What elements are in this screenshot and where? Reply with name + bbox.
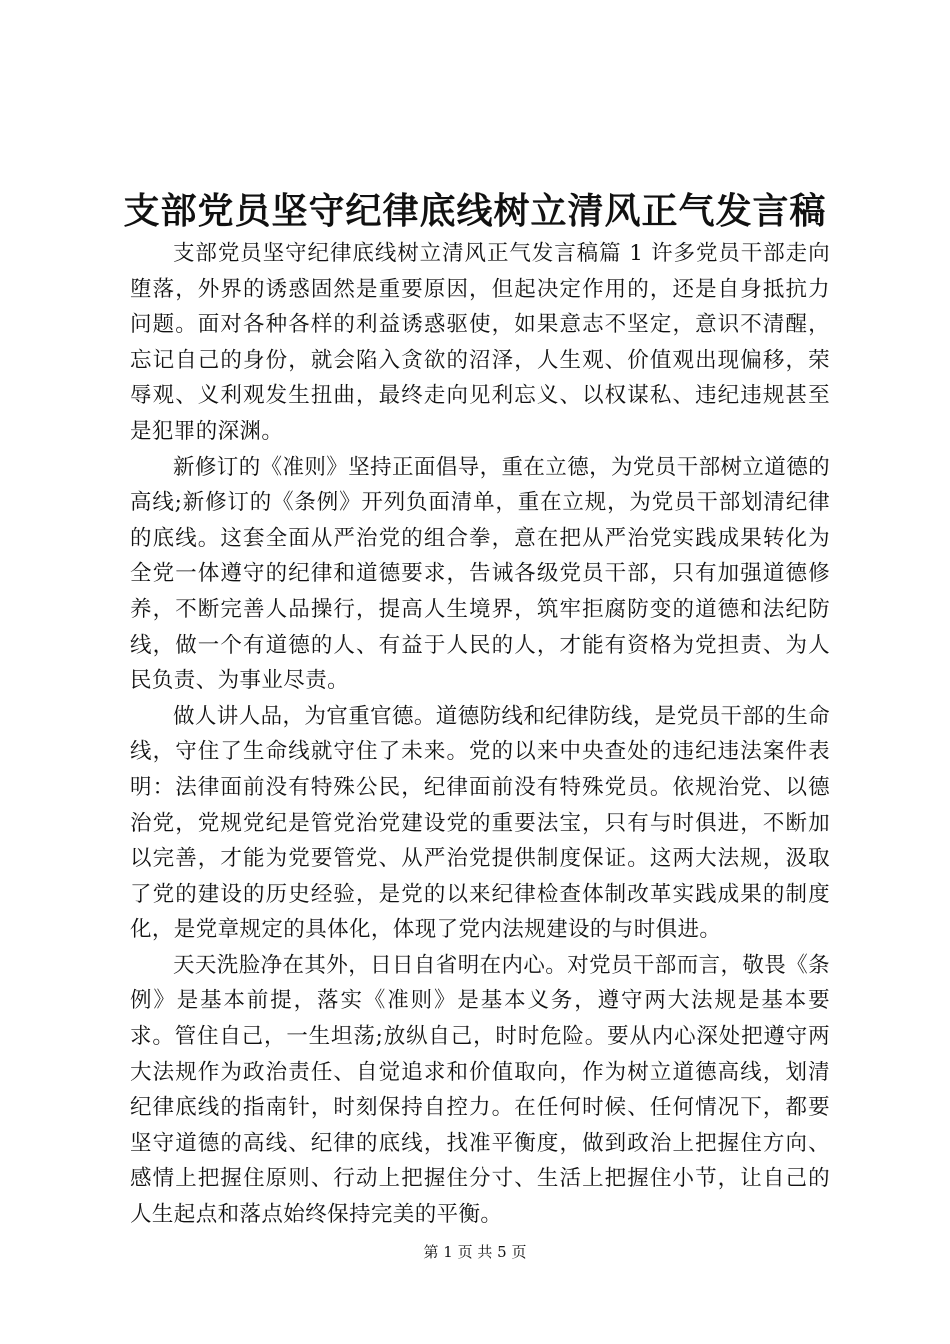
- page-number-footer: 第 1 页 共 5 页: [423, 1243, 527, 1261]
- document-title: 支部党员坚守纪律底线树立清风正气发言稿: [123, 190, 827, 232]
- document-body: [130, 236, 830, 1233]
- paragraph-4: 天天洗脸净在其外，日日自省明在内心。对党员干部而言，敬畏《条例》是基本前提，落实《准则》是基本义务，遵守两大法规是基本要求。管住自己，一生坦荡;放纵自己，时时危险。要从内心深处把遵守两大法规作为政治责任、自觉追求和价值取向，作为树立道德高线，划清纪律底线的指南针，时刻保持自控力。在任何时候、任何情况下，都要坚守道德的高线、纪律的底线，找准平衡度，做到政治上把握住方向、感情上把握住原则、行动上把握住分寸、生活上把握住小节，让自己的人生起点和落点始终保持完美的平衡。: [130, 952, 831, 1228]
- paragraph-3: 做人讲人品，为官重官德。道德防线和纪律防线，是党员干部的生命线，守住了生命线就守住了未来。党的以来中央查处的违纪违法案件表明：法律面前没有特殊公民，纪律面前没有特殊党员。依规治党、以德治党，党规党纪是管党治党建设党的重要法宝，只有与时俱进，不断加以完善，才能为党要管党、从严治党提供制度保证。这两大法规，汲取了党的建设的历史经验，是党的以来纪律检查体制改革实践成果的制度化，是党章规定的具体化，体现了党内法规建设的与时俱进。: [130, 703, 831, 943]
- paragraph-1: 支部党员坚守纪律底线树立清风正气发言稿篇 1 许多党员干部走向堕落，外界的诱惑固然是重要原因，但起决定作用的，还是自身抵抗力问题。面对各种各样的利益诱惑驱使，如果意志不坚定，意识不清醒，忘记自己的身份，就会陷入贪欲的沼泽，人生观、价值观出现偏移，荣辱观、义利观发生扭曲，最终走向见利忘义、以权谋私、违纪违规甚至是犯罪的深渊。: [130, 241, 830, 444]
- paragraph-2: 新修订的《准则》坚持正面倡导，重在立德，为党员干部树立道德的高线;新修订的《条例》开列负面清单，重在立规，为党员干部划清纪律的底线。这套全面从严治党的组合拳，意在把从严治党实践成果转化为全党一体遵守的纪律和道德要求，告诫各级党员干部，只有加强道德修养，不断完善人品操行，提高人生境界，筑牢拒腐防变的道德和法纪防线，做一个有道德的人、有益于人民的人，才能有资格为党担责、为人民负责、为事业尽责。: [130, 454, 831, 694]
